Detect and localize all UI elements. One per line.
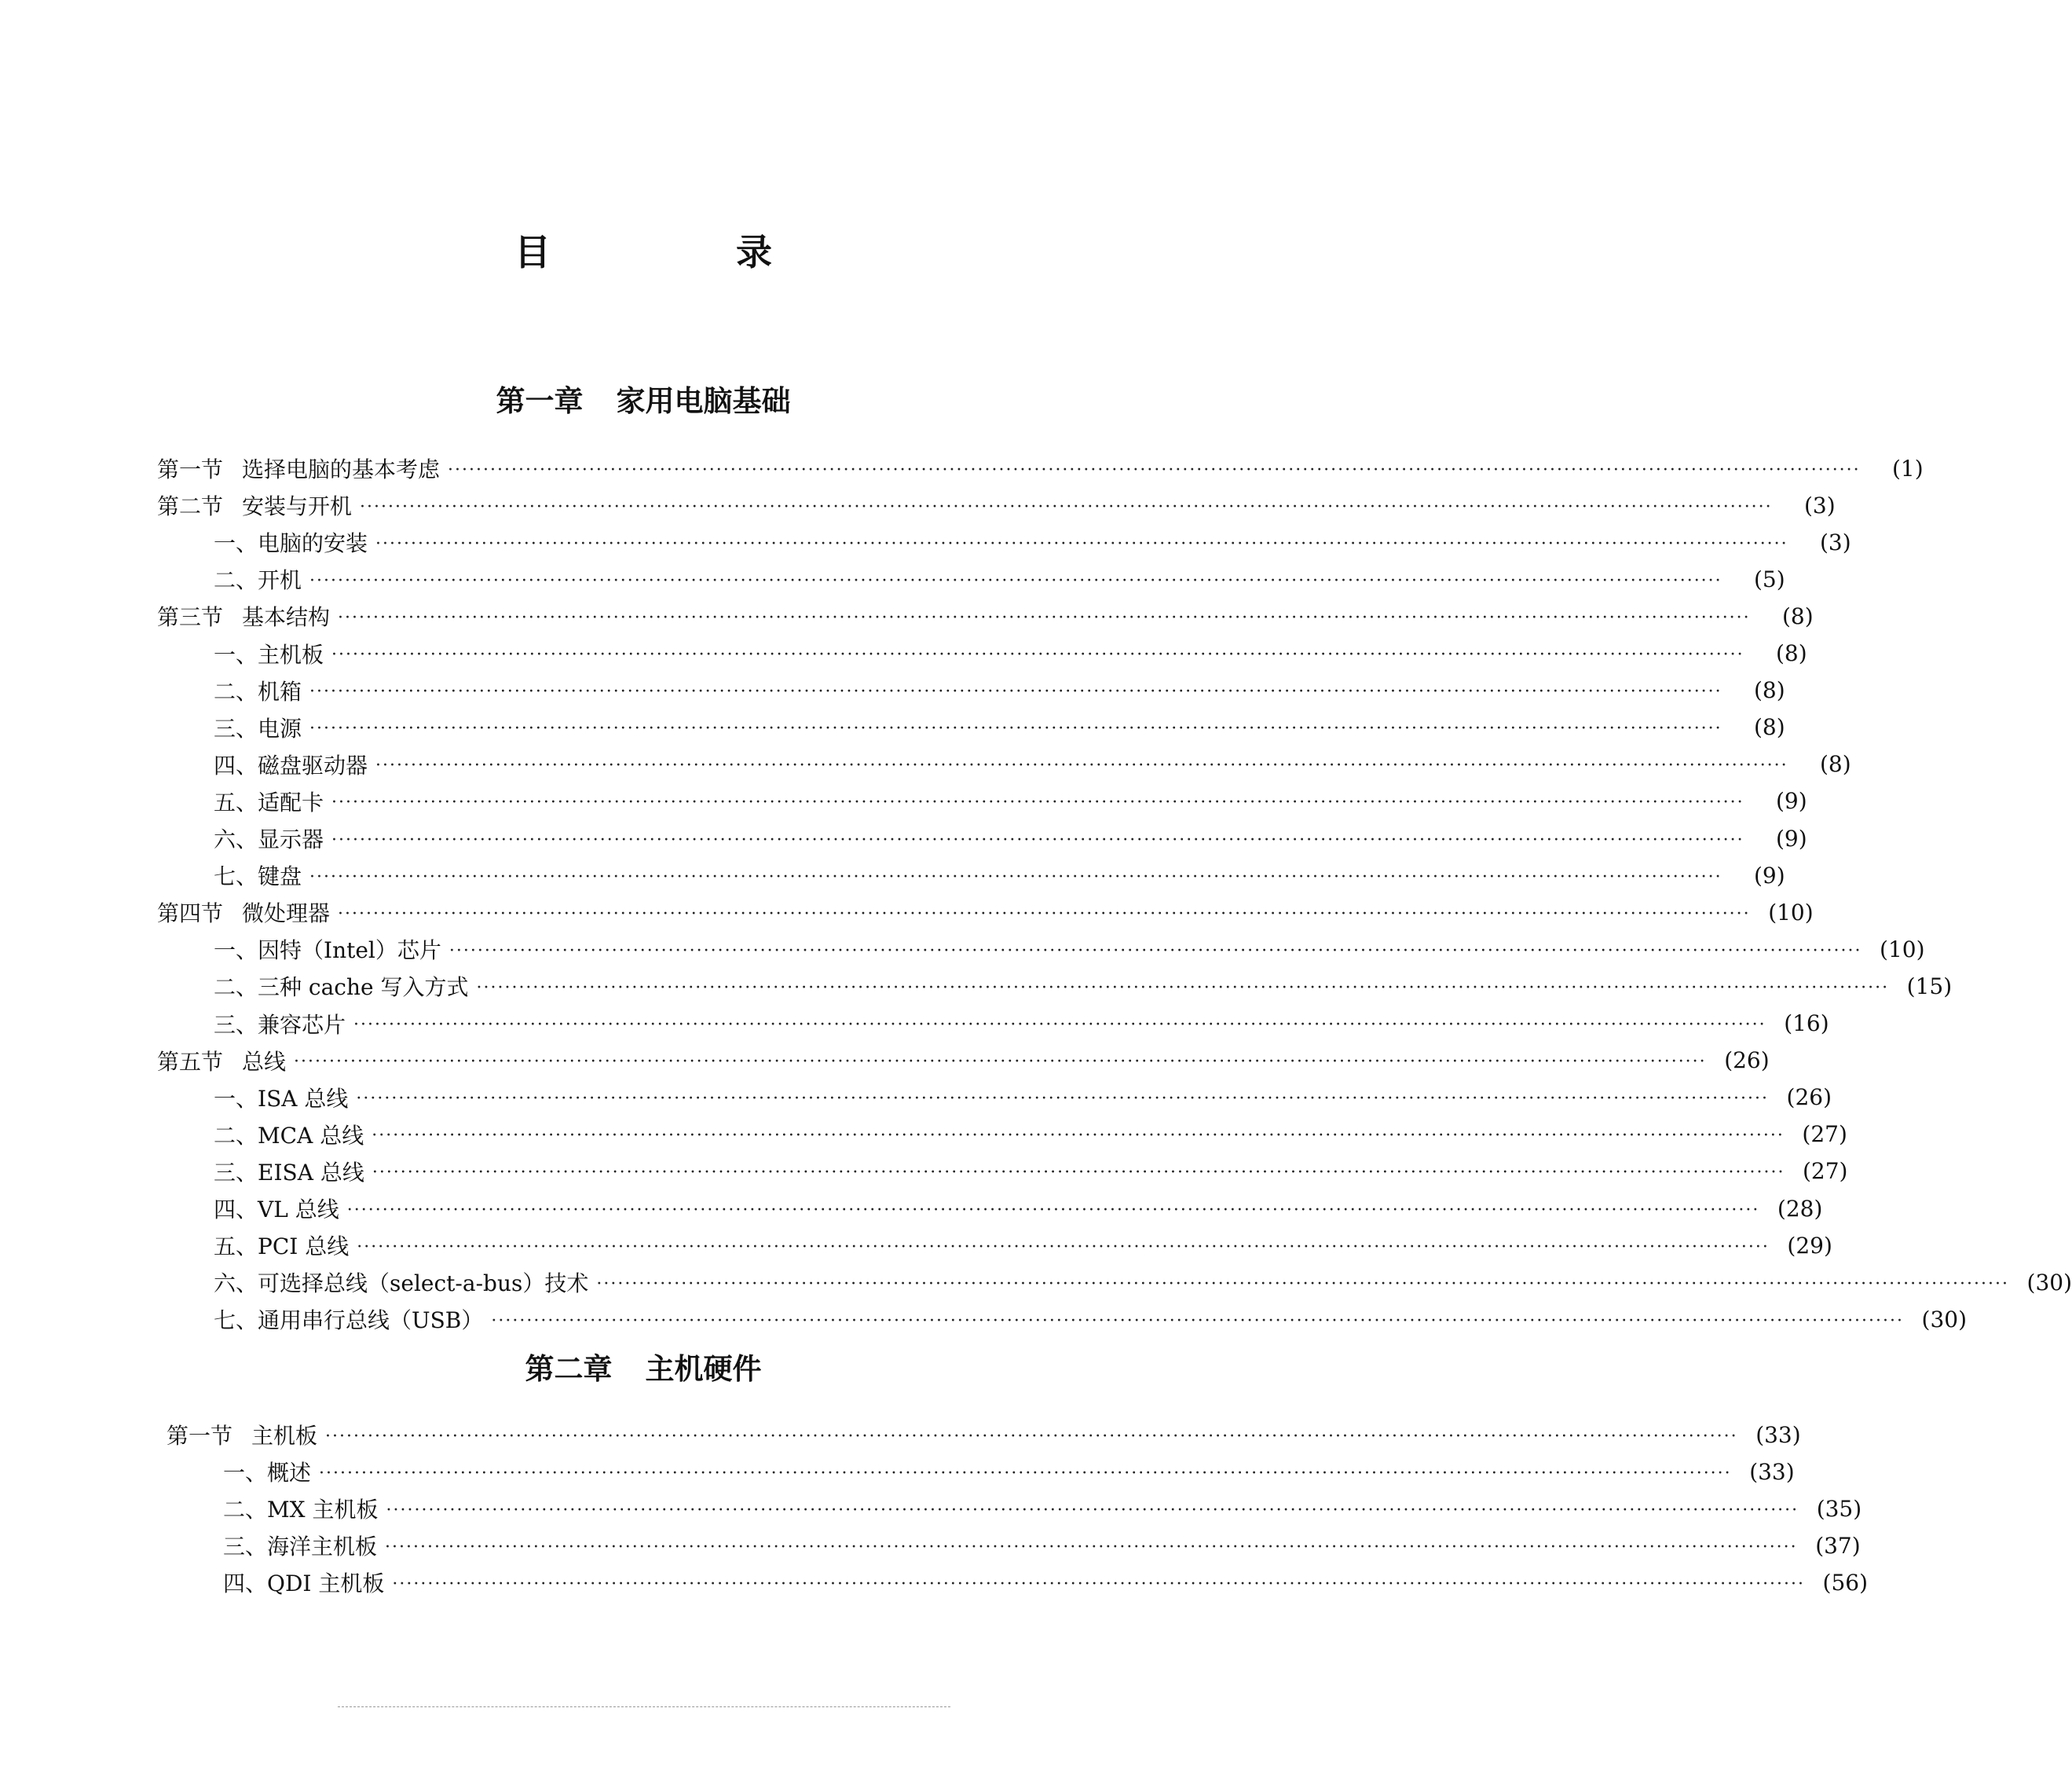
toc-entry[interactable] (157, 896, 1814, 928)
toc-entry-title: MCA 总线 (258, 1122, 364, 1149)
toc-page-number: (56) (1822, 1569, 1869, 1596)
dot-leader: ········································································································································································································ (596, 1274, 2009, 1294)
toc-entry-title: 主机板 (251, 1423, 318, 1449)
toc-page-number: (5) (1754, 566, 1785, 592)
toc-entry-title: ISA 总线 (258, 1085, 349, 1112)
toc-entry[interactable] (214, 786, 1807, 817)
toc-page-number: (8) (1754, 714, 1785, 741)
toc-entry[interactable] (214, 563, 1785, 595)
toc-entry-title: VL 总线 (258, 1197, 339, 1222)
toc-entry[interactable] (214, 970, 1953, 1002)
dot-leader: ········································································································································································································ (491, 1310, 1905, 1331)
toc-entry-title: 机箱 (258, 678, 302, 705)
toc-entry-number: 一、 (214, 1085, 258, 1112)
toc-entry-title: 微处理器 (242, 900, 331, 927)
toc-entry-number: 四、 (214, 752, 258, 779)
toc-entry[interactable] (214, 1193, 1823, 1224)
toc-entry-label (214, 933, 441, 965)
toc-entry-label (214, 1230, 349, 1261)
toc-page-number: (28) (1777, 1195, 1823, 1222)
toc-entry[interactable] (214, 638, 1807, 669)
dot-leader: ········································································································································································································ (360, 497, 1773, 517)
toc-entry-label (157, 453, 440, 484)
toc-entry-label (214, 1156, 364, 1187)
toc-entry-label (223, 1567, 384, 1598)
dot-leader: ········································································································································································································ (325, 1426, 1738, 1446)
toc-entry-number: 三、 (223, 1534, 268, 1560)
toc-entry-label (214, 970, 468, 1002)
toc-entry-number: 第二节 (157, 493, 224, 520)
footer-divider (338, 1706, 950, 1707)
toc-entry-label (223, 1456, 311, 1487)
toc-entry-label (157, 896, 330, 928)
chapter-name: 家用电脑基础 (616, 384, 791, 418)
dot-leader: ········································································································································································································ (448, 940, 1862, 961)
dot-leader: ········································································································································································································ (476, 977, 1890, 998)
toc-entry-label (214, 1008, 346, 1039)
toc-entry[interactable] (223, 1493, 1862, 1524)
toc-entry-title: 通用串行总线（USB） (258, 1307, 484, 1334)
toc-page-number: (33) (1755, 1421, 1801, 1448)
toc-entry-number: 三、 (214, 1159, 258, 1186)
toc-entry[interactable] (214, 1008, 1829, 1039)
toc-entry-title: EISA 总线 (258, 1159, 364, 1186)
toc-entry-number: 三、 (214, 1011, 258, 1038)
toc-entry[interactable] (157, 600, 1814, 632)
toc-entry-title: 三种 cache 写入方式 (258, 974, 469, 1001)
toc-entry-title: 可选择总线（select-a-bus）技术 (258, 1270, 589, 1297)
toc-entry-number: 四、 (214, 1197, 258, 1222)
toc-page-number: (27) (1802, 1121, 1847, 1148)
toc-entry-label (214, 563, 302, 595)
toc-entry[interactable] (223, 1530, 1861, 1561)
dot-leader: ········································································································································································································ (385, 1537, 1798, 1557)
toc-entry-label (214, 1303, 483, 1335)
toc-entry-number: 二、 (214, 678, 258, 705)
toc-page-number: (15) (1906, 973, 1953, 999)
toc-entry[interactable] (214, 860, 1785, 891)
toc-page-number: (27) (1802, 1158, 1848, 1185)
toc-page-number: (37) (1815, 1532, 1861, 1559)
toc-entry-label (214, 1266, 588, 1298)
toc-page-number: (30) (2026, 1269, 2072, 1296)
dot-leader: ········································································································································································································ (392, 1574, 1806, 1594)
toc-page-number: (3) (1820, 529, 1851, 555)
toc-entry[interactable] (214, 749, 1851, 780)
toc-entry[interactable] (214, 1119, 1847, 1150)
toc-entry-label (214, 526, 368, 558)
dot-leader: ········································································································································································································ (309, 570, 1722, 591)
toc-entry-number: 四、 (223, 1571, 268, 1596)
dot-leader: ········································································································································································································ (294, 1052, 1707, 1072)
toc-entry-title: MX 主机板 (267, 1497, 379, 1523)
toc-entry-number: 一、 (214, 641, 258, 668)
toc-entry[interactable] (214, 1303, 1968, 1335)
toc-entry-label (214, 786, 324, 817)
toc-entry[interactable] (167, 1419, 1801, 1450)
toc-page-number: (10) (1880, 936, 1925, 962)
toc-entry-title: QDI 主机板 (267, 1571, 385, 1596)
toc-entry-number: 五、 (214, 789, 258, 816)
toc-entry-title: 安装与开机 (242, 493, 353, 520)
toc-entry-title: 适配卡 (258, 789, 324, 816)
toc-entry[interactable] (214, 1230, 1832, 1261)
toc-entry-title: 电脑的安装 (258, 530, 368, 557)
toc-page-number: (9) (1776, 825, 1807, 852)
chapter-number: 第二章 (525, 1352, 613, 1386)
toc-entry-label (157, 489, 352, 521)
dot-leader: ········································································································································································································ (372, 1163, 1785, 1183)
dot-leader: ········································································································································································································ (353, 1015, 1766, 1035)
chapter-name: 主机硬件 (645, 1352, 762, 1386)
toc-page-number: (9) (1754, 862, 1785, 889)
toc-entry-title: 概述 (267, 1460, 312, 1486)
toc-entry[interactable] (157, 1045, 1770, 1076)
chapter-heading (0, 377, 1287, 420)
toc-entry-label (214, 638, 324, 669)
toc-entry[interactable] (214, 712, 1785, 743)
dot-leader: ········································································································································································································ (386, 1500, 1799, 1520)
dot-leader: ········································································································································································································ (309, 682, 1722, 702)
toc-entry-title: 选择电脑的基本考虑 (242, 456, 441, 482)
toc-page-number: (3) (1804, 492, 1836, 519)
toc-entry-title: 显示器 (258, 827, 324, 852)
toc-entry-title: PCI 总线 (258, 1233, 350, 1260)
toc-entry-number: 一、 (214, 937, 258, 964)
toc-entry-label (214, 823, 324, 854)
toc-page-number: (8) (1782, 603, 1814, 629)
dot-leader: ········································································································································································································ (375, 756, 1788, 776)
toc-entry-number: 三、 (214, 715, 258, 742)
toc-page-number: (8) (1754, 677, 1785, 704)
toc-entry-number: 六、 (214, 827, 258, 852)
toc-page-number: (33) (1749, 1458, 1795, 1485)
toc-entry[interactable] (214, 1266, 2072, 1298)
toc-entry[interactable] (157, 453, 1924, 484)
dot-leader: ········································································································································································································ (309, 867, 1722, 887)
toc-page-number: (9) (1776, 788, 1807, 815)
toc-entry-number: 五、 (214, 1233, 258, 1260)
toc-entry-label (214, 1193, 339, 1224)
dot-leader: ········································································································································································································ (357, 1237, 1770, 1257)
toc-entry-title: 兼容芯片 (258, 1011, 346, 1038)
toc-entry[interactable] (223, 1567, 1869, 1598)
toc-entry-number: 二、 (214, 567, 258, 594)
toc-entry-label (223, 1493, 379, 1524)
dot-leader: ········································································································································································································ (375, 533, 1788, 554)
toc-entry-label (214, 1082, 348, 1113)
toc-entry[interactable] (223, 1456, 1795, 1487)
page-title: 目 录 (514, 231, 858, 273)
toc-entry-number: 第一节 (157, 456, 224, 482)
toc-entry[interactable] (214, 1156, 1848, 1187)
toc-entry-label (157, 600, 330, 632)
toc-entry-title: 总线 (242, 1048, 287, 1075)
toc-entry-number: 一、 (214, 530, 258, 557)
toc-entry-title: 键盘 (258, 863, 302, 890)
toc-entry[interactable] (214, 526, 1851, 558)
toc-page-number: (26) (1724, 1047, 1770, 1074)
toc-entry-number: 第三节 (157, 604, 224, 631)
toc-entry[interactable] (214, 675, 1785, 706)
dot-leader: ········································································································································································································ (448, 460, 1861, 480)
toc-entry-title: 开机 (258, 567, 302, 594)
toc-entry-title: 基本结构 (242, 604, 331, 631)
toc-entry[interactable] (157, 489, 1836, 521)
dot-leader: ········································································································································································································ (331, 645, 1744, 665)
dot-leader: ········································································································································································································ (319, 1463, 1732, 1483)
toc-entry-label (214, 860, 302, 891)
dot-leader: ········································································································································································································ (331, 793, 1744, 813)
dot-leader: ········································································································································································································ (356, 1089, 1770, 1109)
toc-page-number: (35) (1816, 1495, 1862, 1522)
toc-entry-number: 第五节 (157, 1048, 224, 1075)
toc-entry-number: 二、 (214, 1122, 258, 1149)
toc-page-number: (30) (1921, 1306, 1968, 1332)
toc-page-number: (8) (1776, 640, 1807, 666)
toc-page-number: (26) (1786, 1084, 1832, 1111)
toc-page-number: (29) (1787, 1232, 1832, 1259)
dot-leader: ········································································································································································································ (338, 903, 1751, 924)
toc-entry-title: 电源 (258, 715, 302, 742)
chapter-heading (0, 1345, 1287, 1387)
dot-leader: ········································································································································································································ (309, 719, 1722, 739)
toc-entry-number: 七、 (214, 863, 258, 890)
toc-entry-label (223, 1530, 377, 1561)
toc-entry-label (214, 749, 368, 780)
toc-entry-label (214, 712, 302, 743)
toc-page-number: (10) (1768, 899, 1814, 925)
toc-entry[interactable] (214, 933, 1925, 965)
toc-entry-number: 七、 (214, 1307, 258, 1334)
toc-entry-number: 一、 (223, 1460, 268, 1486)
dot-leader: ········································································································································································································ (372, 1126, 1785, 1146)
toc-entry-number: 六、 (214, 1270, 258, 1297)
toc-entry-label (157, 1045, 286, 1076)
toc-entry-number: 第一节 (167, 1423, 233, 1449)
toc-entry-title: 磁盘驱动器 (258, 752, 368, 779)
toc-page-number: (8) (1820, 751, 1851, 778)
toc-entry[interactable] (214, 823, 1807, 854)
toc-entry-number: 二、 (214, 974, 258, 1001)
toc-page-number: (16) (1784, 1010, 1829, 1036)
chapter-number: 第一章 (496, 384, 584, 418)
dot-leader: ········································································································································································································ (331, 830, 1744, 850)
toc-page-number: (1) (1892, 455, 1924, 482)
toc-entry-title: 因特（Intel）芯片 (258, 937, 441, 964)
toc-entry-label (167, 1419, 317, 1450)
toc-entry[interactable] (214, 1082, 1832, 1113)
dot-leader: ········································································································································································································ (338, 607, 1751, 628)
toc-entry-title: 主机板 (258, 641, 324, 668)
toc-entry-label (214, 1119, 364, 1150)
dot-leader: ········································································································································································································ (346, 1200, 1760, 1220)
toc-entry-number: 二、 (223, 1497, 268, 1523)
toc-entry-title: 海洋主机板 (267, 1534, 378, 1560)
toc-entry-label (214, 675, 302, 706)
toc-entry-number: 第四节 (157, 900, 224, 927)
